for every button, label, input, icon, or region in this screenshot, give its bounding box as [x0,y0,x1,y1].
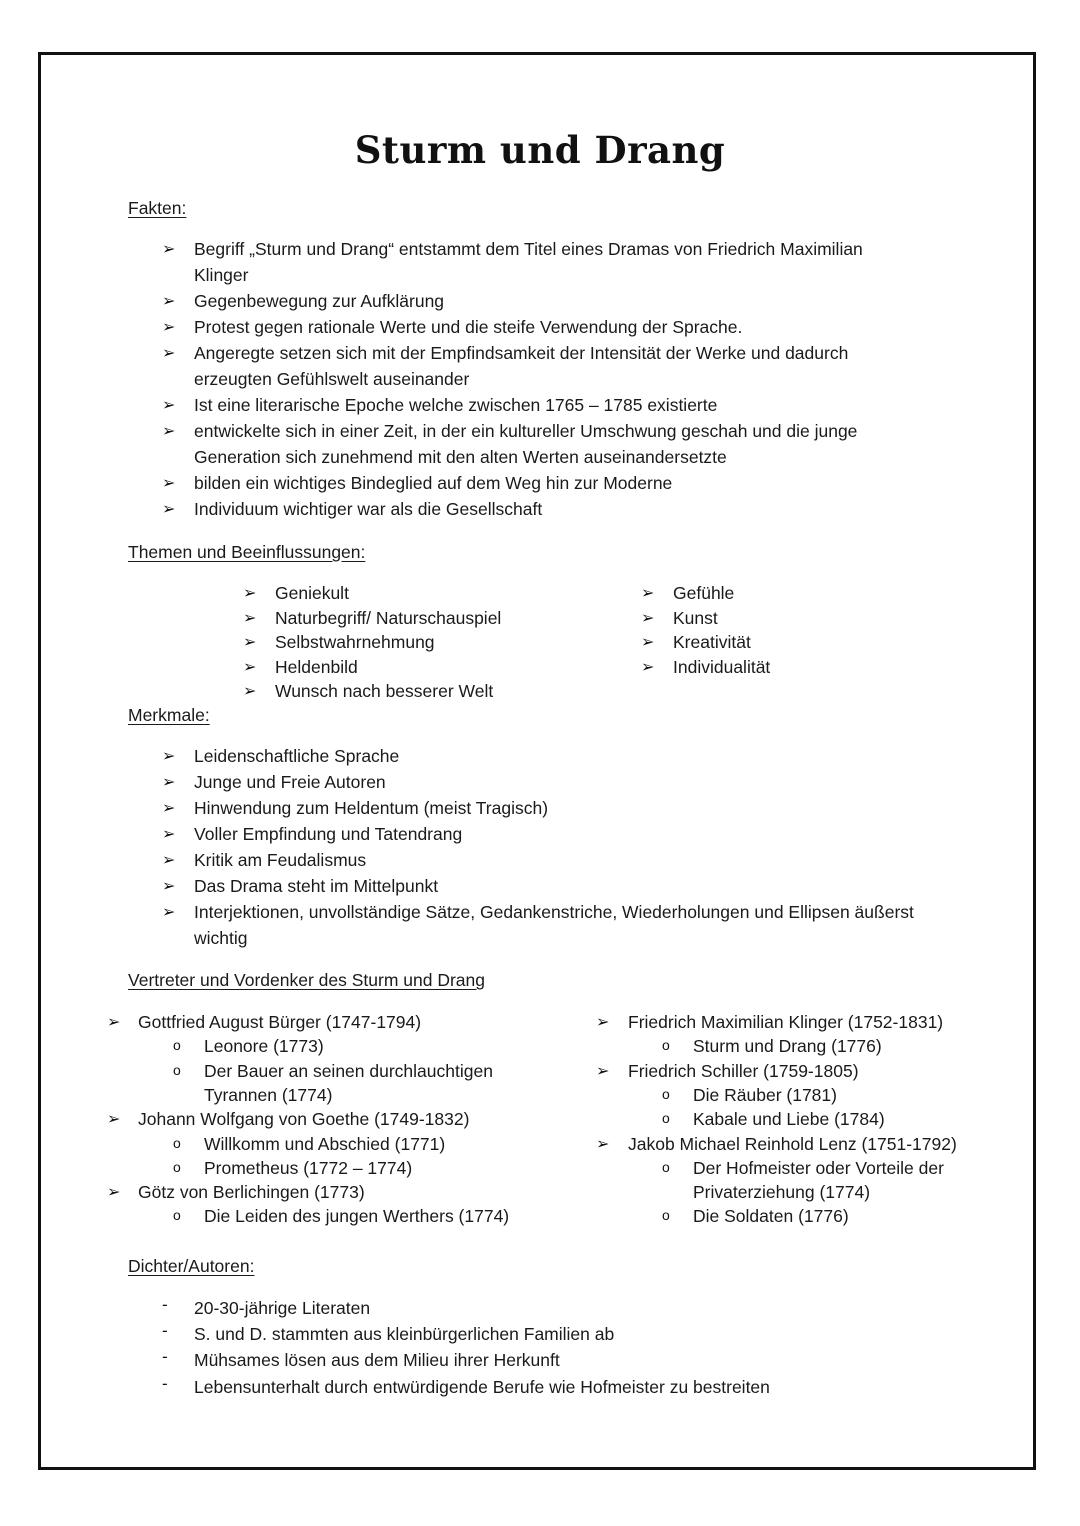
work-title: Der Hofmeister oder Vorteile der [693,1157,944,1178]
work-title: Kabale und Liebe (1784) [693,1109,885,1130]
merkmale-item-text: Das Drama steht im Mittelpunkt [194,876,439,896]
section-heading-vertreter: Vertreter und Vordenker des Sturm und Drang [128,970,486,990]
merkmale-item-text: Voller Empfindung und Tatendrang [194,824,463,844]
arrow-bullet-icon: ➢ [243,609,257,627]
themen-item: Individualität [673,656,771,677]
themen-item: Kunst [673,607,718,628]
themen-item: Geniekult [275,583,349,603]
author-name: Jakob Michael Reinhold Lenz (1751-1792) [628,1133,957,1154]
author-name: Johann Wolfgang von Goethe (1749-1832) [138,1109,470,1130]
work-title: Sturm und Drang (1776) [693,1036,882,1057]
themen-item: Gefühle [673,583,735,603]
arrow-bullet-icon: ➢ [107,1184,121,1202]
fakten-item-text: Gegenbewegung zur Aufklärung [194,291,445,311]
arrow-bullet-icon: ➢ [162,345,176,362]
work-title: Die Leiden des jungen Werthers (1774) [204,1206,510,1227]
circle-bullet-icon: o [173,1207,181,1224]
work-title: Willkomm und Abschied (1771) [204,1133,446,1154]
section-heading-themen: Themen und Beeinflussungen: [128,542,366,562]
arrow-bullet-icon: ➢ [641,634,655,651]
arrow-bullet-icon: ➢ [243,585,257,602]
arrow-bullet-icon: ➢ [243,634,257,651]
circle-bullet-icon: o [662,1158,670,1175]
page-title: Sturm und Drang [354,128,726,172]
fakten-item-text: erzeugten Gefühlswelt auseinander [194,369,470,389]
section-heading-dichter: Dichter/Autoren: [128,1256,255,1276]
work-title: Leonore (1773) [204,1036,324,1057]
arrow-bullet-icon: ➢ [162,501,176,518]
themen-item: Naturbegriff/ Naturschauspiel [275,607,502,628]
arrow-bullet-icon: ➢ [162,878,176,895]
arrow-bullet-icon: ➢ [596,1062,610,1080]
dash-bullet-icon: - [162,1295,168,1314]
author-name: Götz von Berlichingen (1773) [138,1182,365,1203]
fakten-item-text: Angeregte setzen sich mit der Empfindsamkeit der Intensität der Werke und dadurch [194,343,849,363]
merkmale-item-text: Interjektionen, unvollständige Sätze, Gedankenstriche, Wiederholungen und Ellipsen äußerst [194,902,914,922]
dash-bullet-icon: - [162,1347,168,1367]
arrow-bullet-icon: ➢ [162,423,176,440]
merkmale-item-text: Junge und Freie Autoren [194,772,386,792]
work-title: Der Bauer an seinen durchlauchtigen [204,1060,493,1081]
section-heading-fakten: Fakten: [128,198,187,218]
arrow-bullet-icon: ➢ [162,319,176,336]
arrow-bullet-icon: ➢ [596,1014,610,1031]
merkmale-item-text: Hinwendung zum Heldentum (meist Tragisch) [194,798,549,818]
arrow-bullet-icon: ➢ [596,1135,610,1153]
themen-item: Heldenbild [275,656,358,677]
circle-bullet-icon: o [173,1134,181,1151]
circle-bullet-icon: o [662,1110,670,1127]
circle-bullet-icon: o [173,1158,181,1175]
merkmale-item-text: Leidenschaftliche Sprache [194,746,400,766]
arrow-bullet-icon: ➢ [641,609,655,627]
work-title: Tyrannen (1774) [204,1084,333,1105]
arrow-bullet-icon: ➢ [107,1014,121,1031]
arrow-bullet-icon: ➢ [162,293,176,310]
arrow-bullet-icon: ➢ [162,241,176,258]
circle-bullet-icon: o [662,1207,670,1224]
arrow-bullet-icon: ➢ [162,774,176,791]
themen-item: Wunsch nach besserer Welt [275,681,494,701]
author-name: Friedrich Maximilian Klinger (1752-1831) [628,1012,944,1032]
work-title: Die Soldaten (1776) [693,1206,849,1227]
arrow-bullet-icon: ➢ [162,748,176,765]
fakten-item-text: Begriff „Sturm und Drang“ entstammt dem Titel eines Dramas von Friedrich Maximilian [194,239,863,259]
arrow-bullet-icon: ➢ [162,397,176,414]
dash-bullet-icon: - [162,1373,168,1393]
circle-bullet-icon: o [173,1037,181,1054]
fakten-item-text: Ist eine literarische Epoche welche zwischen 1765 – 1785 existierte [194,395,718,415]
circle-bullet-icon: o [173,1061,181,1078]
merkmale-item-text: Kritik am Feudalismus [194,850,367,870]
dash-bullet-icon: - [162,1321,168,1341]
arrow-bullet-icon: ➢ [243,658,257,676]
dichter-item: Mühsames lösen aus dem Milieu ihrer Herkunft [194,1350,560,1371]
arrow-bullet-icon: ➢ [162,475,176,492]
fakten-item-text: Protest gegen rationale Werte und die steife Verwendung der Sprache. [194,317,743,337]
work-title: Privaterziehung (1774) [693,1182,871,1203]
work-title: Die Räuber (1781) [693,1084,837,1105]
arrow-bullet-icon: ➢ [162,904,176,921]
fakten-item-text: Generation sich zunehmend mit den alten Werten auseinandersetzte [194,447,727,467]
dichter-item: S. und D. stammten aus kleinbürgerlichen Familien ab [194,1324,615,1345]
arrow-bullet-icon: ➢ [107,1111,121,1129]
arrow-bullet-icon: ➢ [162,826,176,843]
themen-item: Selbstwahrnehmung [275,632,435,652]
fakten-item-text: Individuum wichtiger war als die Gesellschaft [194,499,543,519]
dichter-item: Lebensunterhalt durch entwürdigende Berufe wie Hofmeister zu bestreiten [194,1376,770,1397]
author-name: Friedrich Schiller (1759-1805) [628,1060,859,1081]
arrow-bullet-icon: ➢ [162,800,176,817]
arrow-bullet-icon: ➢ [641,658,655,676]
themen-item: Kreativität [673,632,751,652]
section-heading-merkmale: Merkmale: [128,705,210,725]
circle-bullet-icon: o [662,1037,670,1054]
arrow-bullet-icon: ➢ [641,585,655,602]
circle-bullet-icon: o [662,1085,670,1102]
merkmale-item-text: wichtig [194,928,248,948]
dichter-item: 20-30-jährige Literaten [194,1298,371,1318]
arrow-bullet-icon: ➢ [243,683,257,700]
fakten-item-text: Klinger [194,265,249,285]
author-name: Gottfried August Bürger (1747-1794) [138,1012,422,1032]
work-title: Prometheus (1772 – 1774) [204,1157,413,1178]
arrow-bullet-icon: ➢ [162,852,176,869]
fakten-item-text: entwickelte sich in einer Zeit, in der ein kultureller Umschwung geschah und die junge [194,421,858,441]
fakten-item-text: bilden ein wichtiges Bindeglied auf dem Weg hin zur Moderne [194,473,673,493]
